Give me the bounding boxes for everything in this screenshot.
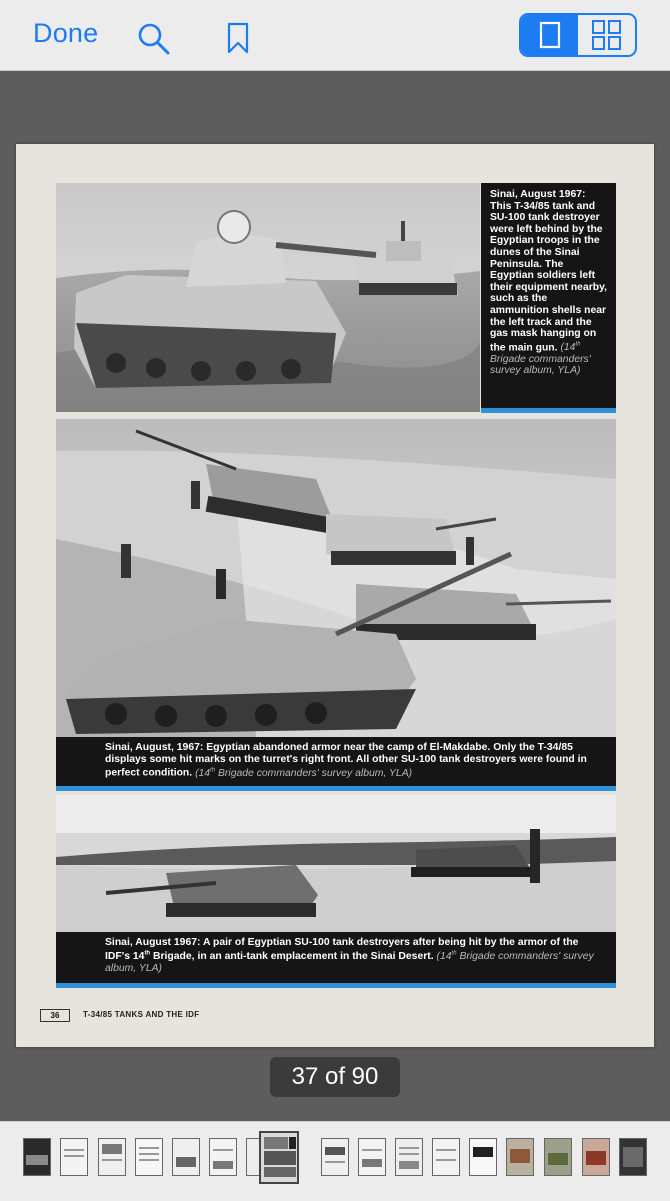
caption-2-credit: (14th Brigade commanders' survey album, YLA) [195, 767, 413, 779]
thumbnail-page[interactable] [98, 1138, 126, 1176]
thumbnail-page[interactable] [469, 1138, 497, 1176]
thumbnail-page[interactable] [582, 1138, 610, 1176]
thumbnail-page[interactable] [60, 1138, 88, 1176]
caption-3-credit: (14th Brigade commanders' survey album, YLA) [105, 950, 594, 974]
caption-photo-2 [56, 737, 616, 786]
thumbnail-page[interactable] [209, 1138, 237, 1176]
thumbnail-current-page[interactable] [259, 1131, 299, 1184]
thumbnail-page[interactable] [358, 1138, 386, 1176]
thumbnail-page[interactable] [135, 1138, 163, 1176]
thumbnail-strip[interactable] [0, 1121, 670, 1201]
page-footer-number: 36 [40, 1009, 70, 1022]
caption-2-accent-bar [56, 786, 616, 791]
caption-1-accent-bar [481, 408, 616, 413]
caption-1-credit: (14th Brigade commanders' survey album, YLA) [490, 341, 591, 377]
page-indicator: 37 of 90 [270, 1057, 400, 1097]
grid-icon [591, 19, 623, 51]
thumbnail-page[interactable] [395, 1138, 423, 1176]
search-icon[interactable] [136, 22, 172, 61]
photo-su100-pair [56, 795, 616, 932]
bookmark-icon[interactable] [227, 22, 249, 59]
thumbnail-page[interactable] [619, 1138, 647, 1176]
caption-2-text: Sinai, August, 1967: Egyptian abandoned armor near the camp of El-Makdabe. Only the T-34/85 displays some hit marks on the turret's right front. All other SU-100 tank destroyers were found in perfect condition. [105, 742, 587, 779]
single-page-icon [539, 21, 561, 49]
caption-3-accent-bar [56, 983, 616, 988]
photo-el-makdabe-armor [56, 419, 616, 737]
thumbnail-cover[interactable] [23, 1138, 51, 1176]
caption-photo-1 [481, 183, 616, 408]
grid-view-button[interactable] [578, 15, 635, 55]
done-button[interactable]: Done [33, 18, 99, 48]
thumbnail-page[interactable] [172, 1138, 200, 1176]
top-toolbar [0, 0, 670, 71]
thumbnail-page[interactable] [506, 1138, 534, 1176]
caption-1-text: Sinai, August 1967: This T-34/85 tank and SU-100 tank destroyer were left behind by the Egyptian troops in the dunes of the Sinai Peninsula. The Egyptian soldiers left their equipment nearby, such as the ammunition shells near the left track and the gas mask hanging on the main gun. [490, 189, 608, 354]
page-footer-title: T-34/85 TANKS AND THE IDF [83, 1010, 200, 1019]
thumbnail-page[interactable] [246, 1138, 260, 1176]
single-page-view-button[interactable] [521, 15, 578, 55]
thumbnail-page[interactable] [321, 1138, 349, 1176]
caption-3-text: Sinai, August 1967: A pair of Egyptian SU-100 tank destroyers after being hit by the armor of the IDF's 14th Brigade, in an anti-tank emplacement in the Sinai Desert. [105, 937, 579, 963]
caption-photo-3 [56, 932, 616, 983]
photo-tanks-in-dunes [56, 183, 480, 412]
thumbnail-page[interactable] [544, 1138, 572, 1176]
thumbnail-page[interactable] [432, 1138, 460, 1176]
view-mode-toggle [519, 13, 637, 57]
